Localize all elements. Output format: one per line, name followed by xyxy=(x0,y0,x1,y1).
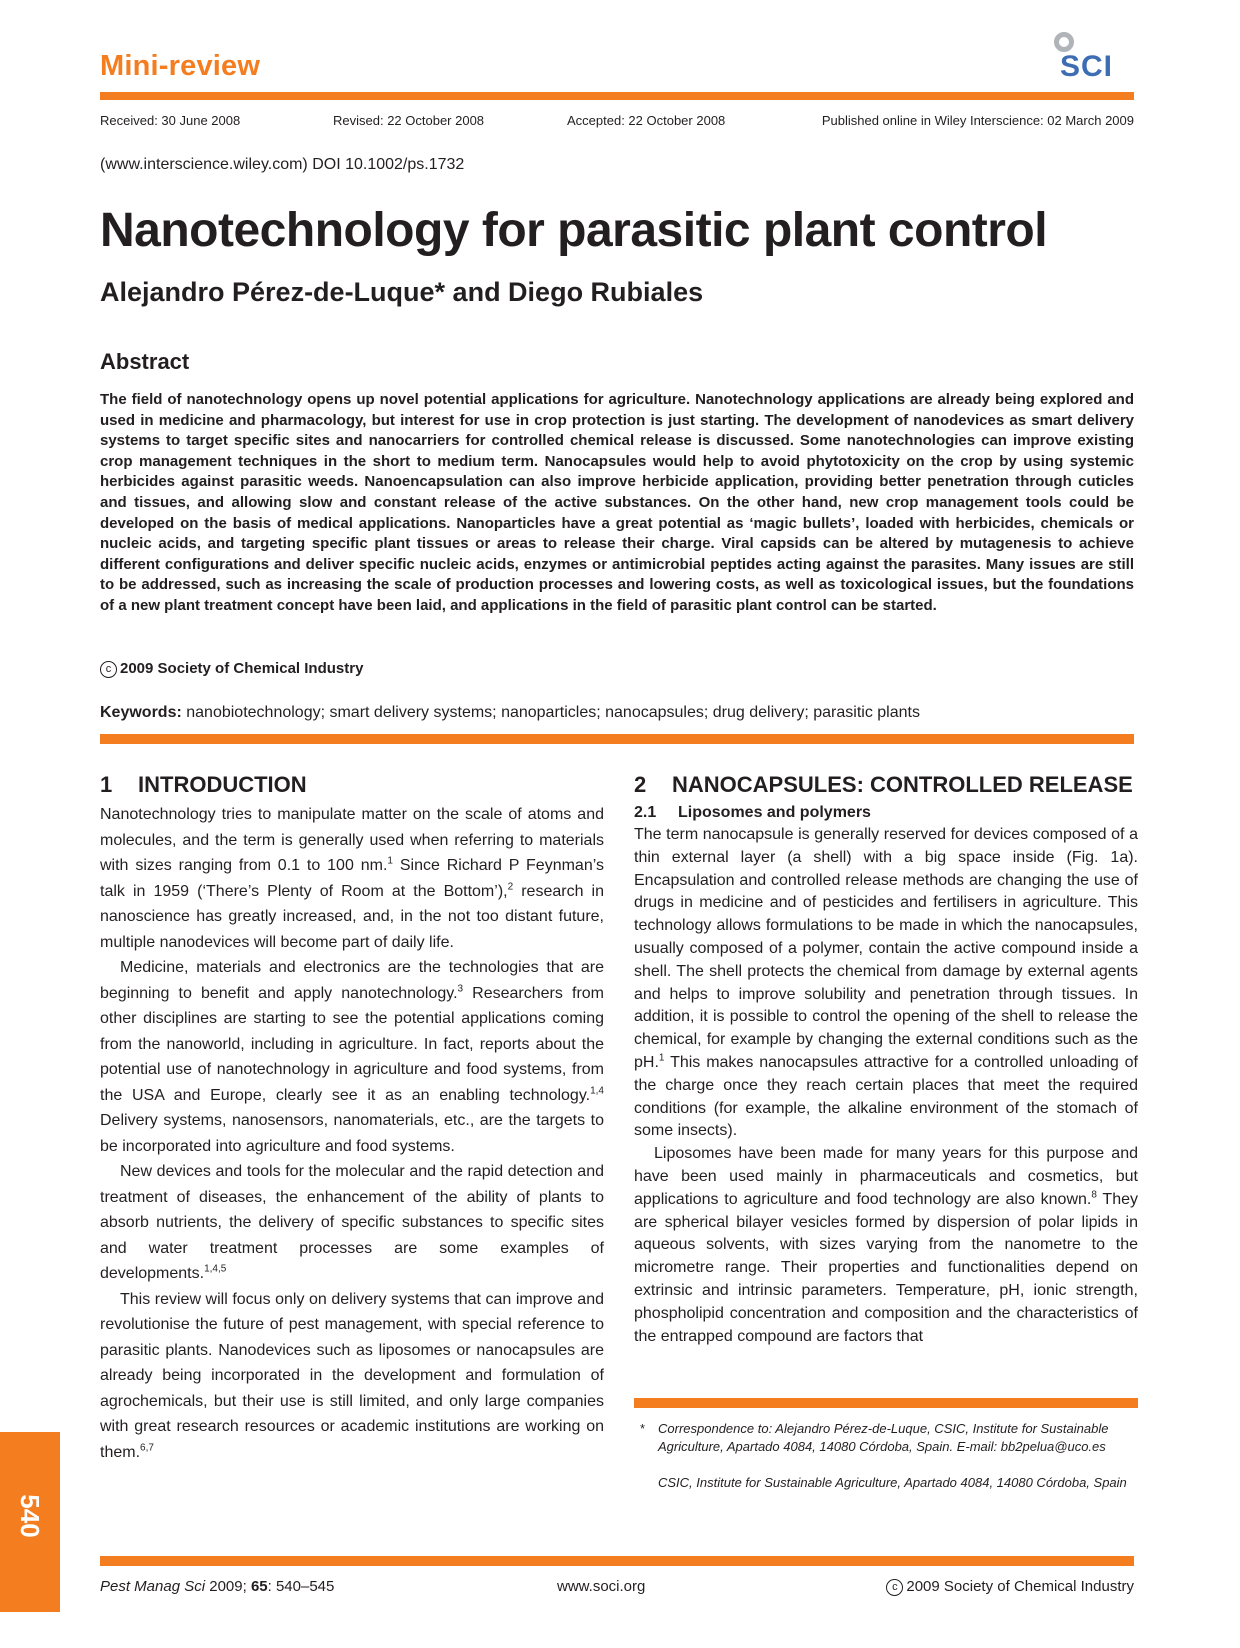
section-2-paragraph-1: The term nanocapsule is generally reserved for devices composed of a thin external layer (a shell) with a big space inside (Fig. 1a). Encapsulation and controlled release methods are changing the use of drugs in medicine and of pesticides and fertilisers in agriculture. This technology allows formulations to be made in which the nanocapsules, usually composed of a polymer, contain the active compound inside a shell. The shell protects the chemical from damage by external agents and helps to improve solubility and penetration through tissues. In addition, it is possible to control the opening of the shell to release the chemical, for example by changing the external conditions such as the pH.$^1$ This makes nanocapsules attractive for a controlled unloading of the charge once they reach certain places that meet the required conditions (for example, the alkaline environment of the stomach of some insects). xyxy=(634,826,1138,1140)
section-2-paragraph-2: Liposomes have been made for many years for this purpose and have been used mainly in pharmaceuticals and cosmetics, but applications to agriculture and food technology are also known.$^8$ They are spherical bilayer vesicles formed by dispersion of polar lipids in aqueous solvents, with sizes varying from the nanometre to the micrometre range. Their properties and functionalities depend on extrinsic and intrinsic parameters. Temperature, pH, ionic strength, phospholipid concentration and composition and the characteristics of the entrapped compound are factors that xyxy=(634,1145,1138,1345)
sci-logo xyxy=(1052,28,1134,88)
subsection-2-1-number: 2.1 xyxy=(634,804,657,821)
published-date: Published online in Wiley Interscience: 02 March 2009 xyxy=(821,113,1134,128)
footer-website: www.soci.org xyxy=(557,1578,646,1595)
abstract-rule xyxy=(100,734,1134,744)
received-date: Received: 30 June 2008 xyxy=(100,113,241,128)
footer-rule xyxy=(100,1556,1134,1566)
footer-copyright-icon: c xyxy=(886,1579,903,1596)
logo-ring-icon xyxy=(1054,32,1074,52)
keywords-line xyxy=(100,704,920,722)
intro-paragraph-3: New devices and tools for the molecular and the rapid detection and treatment of diseases, the enhancement of the ability of plants to absorb nutrients, the delivery of specific substances to specific sites and water treatment processes are some examples of developments.$^{1,4,5}$ xyxy=(100,1163,604,1282)
intro-paragraph-2: Medicine, materials and electronics are the technologies that are beginning to benefit and apply nanotechnology.$^3$ Researchers from other disciplines are starting to see the potential applications coming from the nanoworld, including in agriculture. In fact, reports about the potential use of nanotechnology in agriculture and food systems, from the USA and Europe, clearly see it as an enabling technology.$^{1,4}$ Delivery systems, nanosensors, nanomaterials, etc., are the targets to be incorporated into agriculture and food systems. xyxy=(100,959,604,1155)
section-2-heading xyxy=(634,770,1138,800)
subsection-2-1-title: Liposomes and polymers xyxy=(678,804,871,821)
left-column xyxy=(100,770,604,1465)
page-number: 540 xyxy=(15,1494,45,1538)
footnote-mark: * xyxy=(640,1421,646,1436)
footnote-correspondence: Correspondence to: Alejandro Pérez-de-Luque, CSIC, Institute for Sustainable Agriculture, Apartado 4084, 14080 Córdoba, Spain. E-mail: bb2pelua@uco.es xyxy=(658,1421,1109,1454)
footer-volume: 65 xyxy=(250,1578,268,1595)
article-title: Nanotechnology for parasitic plant control xyxy=(100,204,1048,257)
footer-citation: Pest Manag Sci 2009; 65: 540–545 xyxy=(100,1578,335,1595)
intro-paragraph-4: This review will focus only on delivery systems that can improve and revolutionise the future of pest management, with special reference to parasitic plants. Nanodevices such as liposomes or nanocapsules are already being incorporated in the development and formulation of agrochemicals, but their use is still limited, and only large companies with great research resources or academic institutions are working on them.$^{6,7}$ xyxy=(100,1290,604,1461)
right-column xyxy=(634,770,1138,1348)
revised-date: Revised: 22 October 2008 xyxy=(333,113,485,128)
keywords-text: nanobiotechnology; smart delivery systems; nanoparticles; nanocapsules; drug delivery; parasitic plants xyxy=(186,704,920,721)
footnote-rule xyxy=(634,1398,1138,1408)
section-2-number: 2 xyxy=(634,772,647,797)
intro-paragraph-1: Nanotechnology tries to manipulate matter on the scale of atoms and molecules, and the term is generally used when referring to materials with sizes ranging from 0.1 to 100 nm.$^1$ Since Richard P Feynman’s talk in 1959 (‘There’s Plenty of Room at the Bottom’),$^2$ research in nanoscience has greatly increased, and, in the not too distant future, multiple nanodevices will become part of daily life. xyxy=(100,806,604,951)
copyright-icon: c xyxy=(100,661,117,678)
journal-type-label: Mini-review xyxy=(100,50,261,82)
footer-copyright: c 2009 Society of Chemical Industry xyxy=(886,1578,1134,1596)
abstract-heading: Abstract xyxy=(100,349,190,374)
abstract-copyright-text: 2009 Society of Chemical Industry xyxy=(120,660,364,677)
correspondence-footnote xyxy=(634,1420,1138,1492)
abstract-body: The field of nanotechnology opens up novel potential applications for agriculture. Nanotechnology applications are already being explored and used in medicine and pharmacology, but interest for use in crop protection is just starting. The development of nanodevices as smart delivery systems to target specific sites and nanocarriers for controlled chemical release is discussed. Some nanotechnologies can improve existing crop management techniques in the short to medium term. Nanocapsules would help to avoid phytotoxicity on the crop by using systemic herbicides against parasitic weeds. Nanoencapsulation can also improve herbicide application, providing better penetration through cuticles and tissues, and allowing slow and constant release of the active substances. On the other hand, new crop management tools could be developed on the basis of medical applications. Nanoparticles have a great potential as ‘magic bullets’, loaded with herbicides, chemicals or nucleic acids, and targeting specific plant tissues or areas to release their charge. Viral capsids can be altered by mutagenesis to achieve different configurations and deliver specific nucleic acids, enzymes or antimicrobial peptides acting against the parasites. Many issues are still to be addressed, such as increasing the scale of production processes and lowering costs, as well as toxicological issues, but the foundations of a new plant treatment concept have been laid, and applications in the field of parasitic plant control can be started. xyxy=(100,391,1134,614)
section-1-number: 1 xyxy=(100,772,113,797)
section-1-heading xyxy=(100,770,604,800)
header-rule xyxy=(100,92,1134,100)
article-authors: Alejandro Pérez-de-Luque* and Diego Rubiales xyxy=(100,277,704,307)
section-2-title: NANOCAPSULES: CONTROLLED RELEASE xyxy=(672,772,1133,797)
footer-journal: Pest Manag Sci xyxy=(100,1578,206,1595)
doi-line: (www.interscience.wiley.com) DOI 10.1002/ps.1732 xyxy=(100,156,465,173)
accepted-date: Accepted: 22 October 2008 xyxy=(567,113,726,128)
subsection-2-1-heading xyxy=(634,802,1138,824)
logo-text: SCI xyxy=(1060,50,1114,83)
keywords-label: Keywords: xyxy=(100,704,182,721)
footnote-affiliation: CSIC, Institute for Sustainable Agriculture, Apartado 4084, 14080 Córdoba, Spain xyxy=(658,1475,1127,1490)
section-1-title: INTRODUCTION xyxy=(138,772,307,797)
abstract-copyright xyxy=(100,660,363,678)
